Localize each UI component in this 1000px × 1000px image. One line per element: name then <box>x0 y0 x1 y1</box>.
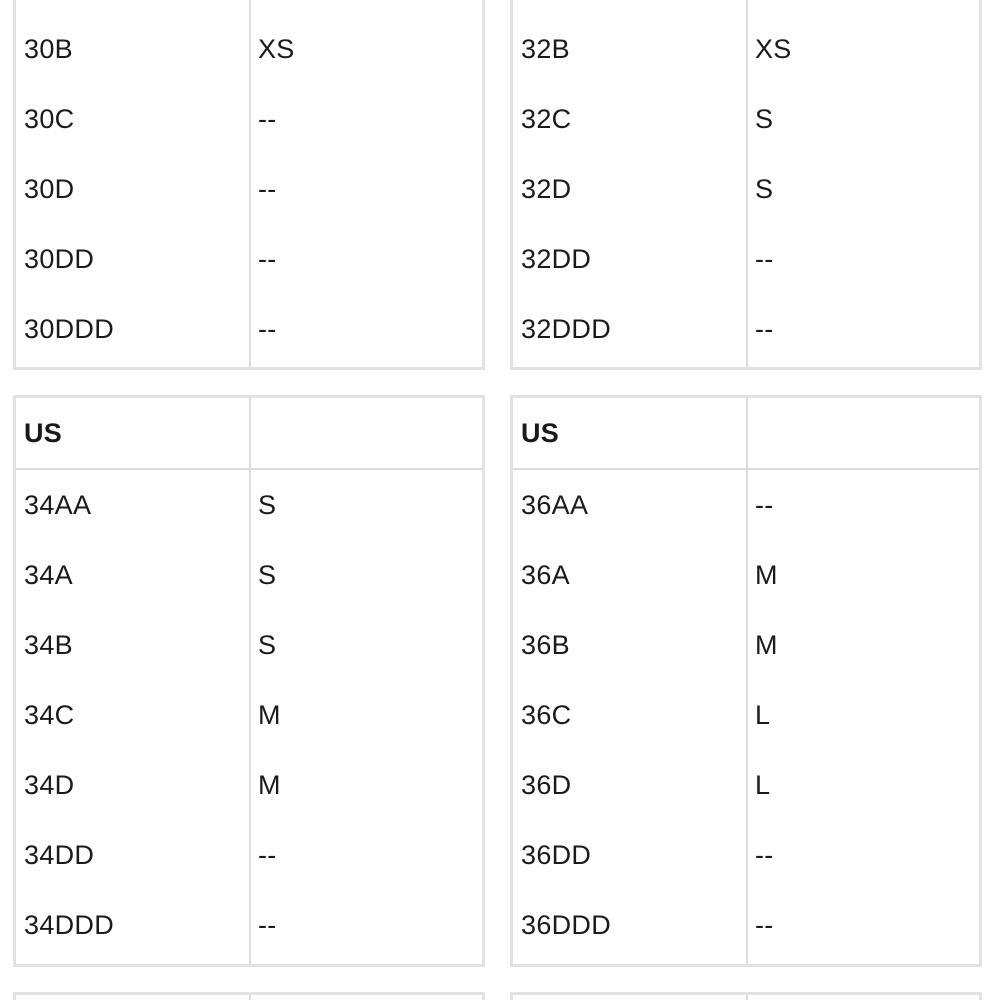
us-size-cell: 34AA <box>24 490 92 520</box>
us-size-cell: 32DDD <box>521 314 612 344</box>
us-size-cell: 34DDD <box>24 910 115 940</box>
table-row <box>16 14 482 84</box>
us-size-cell: 36C <box>521 700 572 730</box>
alpha-size-cell: S <box>755 174 774 204</box>
us-size-cell: 36D <box>521 770 572 800</box>
table-row <box>16 610 482 680</box>
table-row <box>16 540 482 610</box>
alpha-size-cell: S <box>258 490 277 520</box>
table-row <box>16 154 482 224</box>
us-size-cell: 34DD <box>24 840 95 870</box>
us-size-cell: 34D <box>24 770 75 800</box>
alpha-size-cell: -- <box>258 840 277 870</box>
us-size-cell: 36AA <box>521 490 589 520</box>
us-size-cell: 36DD <box>521 840 592 870</box>
table-row <box>16 84 482 154</box>
us-size-cell: 30D <box>24 174 75 204</box>
table-row <box>513 470 979 540</box>
size-table-next-left <box>13 992 485 1000</box>
table-row <box>16 470 482 540</box>
size-table-36 <box>510 395 982 967</box>
alpha-size-cell: -- <box>258 244 277 274</box>
size-table-32 <box>510 0 982 370</box>
us-size-cell: 30C <box>24 104 75 134</box>
us-size-cell: 30B <box>24 34 73 64</box>
us-size-cell: 30DD <box>24 244 95 274</box>
alpha-size-cell: -- <box>755 244 774 274</box>
alpha-size-cell: -- <box>258 104 277 134</box>
alpha-size-cell: S <box>755 104 774 134</box>
size-table-30 <box>13 0 485 370</box>
alpha-size-cell: L <box>755 770 771 800</box>
size-table-next-right <box>510 992 982 1000</box>
us-size-cell: 32C <box>521 104 572 134</box>
alpha-size-cell: -- <box>755 840 774 870</box>
table-row <box>513 84 979 154</box>
table-row <box>16 224 482 294</box>
table-row <box>16 750 482 820</box>
us-size-cell: 32DD <box>521 244 592 274</box>
alpha-size-cell: -- <box>755 490 774 520</box>
alpha-size-cell: -- <box>258 314 277 344</box>
table-header-row <box>513 398 979 468</box>
table-row <box>16 820 482 890</box>
us-column-header: US <box>24 418 63 448</box>
alpha-size-cell: -- <box>755 314 774 344</box>
alpha-size-cell: XS <box>755 34 792 64</box>
table-row <box>513 540 979 610</box>
us-size-cell: 32B <box>521 34 570 64</box>
table-row <box>16 294 482 364</box>
alpha-size-cell: -- <box>258 174 277 204</box>
table-row <box>513 154 979 224</box>
alpha-size-cell: M <box>258 700 281 730</box>
table-row <box>513 14 979 84</box>
column-divider <box>746 995 748 1000</box>
alpha-size-cell: -- <box>755 910 774 940</box>
table-row <box>513 750 979 820</box>
alpha-size-cell: S <box>258 630 277 660</box>
alpha-size-cell: M <box>755 560 778 590</box>
alpha-size-cell: -- <box>258 910 277 940</box>
us-size-cell: 36A <box>521 560 570 590</box>
size-table-34 <box>13 395 485 967</box>
table-row <box>16 680 482 750</box>
us-size-cell: 36DDD <box>521 910 612 940</box>
alpha-size-cell: M <box>755 630 778 660</box>
us-size-cell: 34C <box>24 700 75 730</box>
table-row <box>513 890 979 960</box>
table-row <box>513 224 979 294</box>
alpha-size-cell: M <box>258 770 281 800</box>
us-size-cell: 30DDD <box>24 314 115 344</box>
table-row <box>513 820 979 890</box>
table-row <box>16 890 482 960</box>
alpha-size-cell: L <box>755 700 771 730</box>
alpha-size-cell: XS <box>258 34 295 64</box>
table-row <box>513 680 979 750</box>
table-header-row <box>16 398 482 468</box>
column-divider <box>249 995 251 1000</box>
table-row <box>513 610 979 680</box>
us-size-cell: 34B <box>24 630 73 660</box>
alpha-size-cell: S <box>258 560 277 590</box>
us-column-header: US <box>521 418 560 448</box>
table-row <box>513 294 979 364</box>
us-size-cell: 32D <box>521 174 572 204</box>
us-size-cell: 34A <box>24 560 73 590</box>
us-size-cell: 36B <box>521 630 570 660</box>
